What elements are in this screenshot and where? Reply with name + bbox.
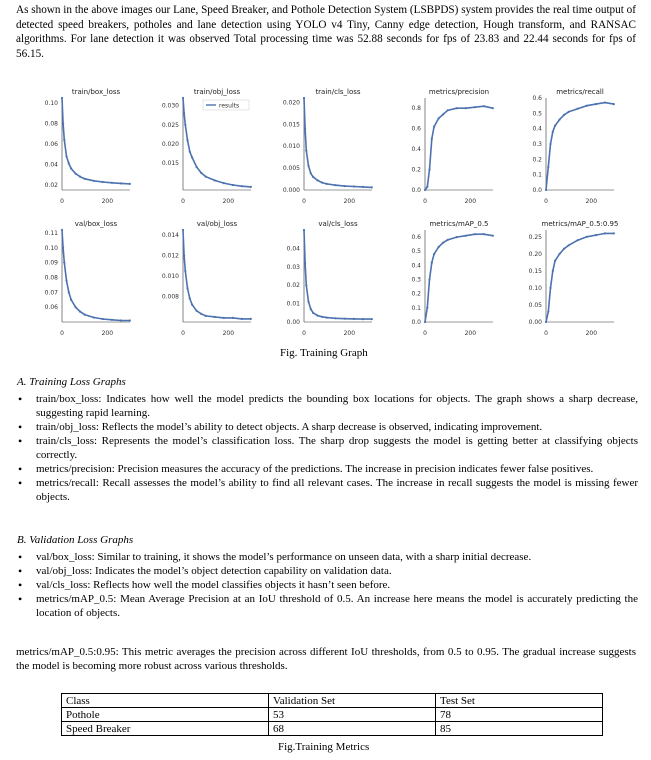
data-point	[191, 304, 193, 306]
data-point	[438, 117, 440, 119]
y-tick-label: 0.06	[44, 141, 58, 148]
table-header-cell: Validation Set	[269, 694, 436, 708]
y-tick-label: 0.020	[282, 99, 300, 107]
list-item: • train/obj_loss: Reflects the model’s ability to detect objects. A sharp decrease is observed, indicating improvement.	[16, 420, 638, 434]
subplot-title: train/cls_loss	[315, 88, 361, 96]
subplot-title: train/box_loss	[71, 88, 121, 96]
data-point	[344, 185, 346, 187]
data-point	[563, 114, 565, 116]
y-tick-label: 0.10	[528, 284, 542, 292]
y-tick-label: 0.3	[411, 276, 421, 284]
data-point	[186, 139, 188, 141]
data-point	[554, 125, 556, 127]
data-point	[438, 246, 440, 248]
list-item: • metrics/recall: Recall assesses the model’s ability to find all relevant cases. The increase in recall suggests the model is missing fewer objects.	[16, 476, 638, 504]
y-tick-label: 0.00	[528, 319, 542, 326]
series-line	[304, 230, 372, 319]
y-tick-label: 0.20	[528, 250, 542, 258]
data-point	[120, 319, 122, 321]
data-point	[492, 235, 494, 237]
subplot-val-obj-loss	[162, 220, 252, 337]
data-point	[483, 105, 485, 107]
data-point	[424, 321, 426, 323]
data-point	[68, 291, 70, 293]
data-point	[303, 229, 305, 231]
table-header-cell: Class	[62, 694, 269, 708]
data-point	[321, 316, 323, 318]
data-point	[317, 179, 319, 181]
data-point	[62, 247, 64, 249]
x-tick-label: 0	[60, 198, 64, 205]
table-header-cell: Test Set	[436, 694, 603, 708]
y-tick-label: 0.8	[411, 105, 421, 113]
y-tick-label: 0.05	[528, 301, 542, 309]
data-point	[184, 270, 186, 272]
data-point	[79, 311, 81, 313]
y-tick-label: 0.020	[161, 141, 179, 148]
y-tick-label: 0.15	[528, 267, 542, 275]
data-point	[613, 103, 615, 105]
y-tick-label: 0.06	[44, 304, 58, 312]
data-point	[232, 184, 234, 186]
data-point	[310, 308, 312, 310]
data-point	[547, 311, 549, 313]
y-tick-label: 0.02	[44, 181, 58, 189]
data-point	[474, 106, 476, 108]
series-line	[62, 98, 130, 184]
x-tick-label: 200	[343, 198, 356, 205]
data-point	[447, 109, 449, 111]
data-point	[250, 318, 252, 320]
data-point	[474, 233, 476, 235]
data-point	[335, 317, 337, 319]
data-point	[307, 301, 309, 303]
data-point	[223, 317, 225, 319]
section-a-heading: A. Training Loss Graphs	[17, 376, 126, 388]
data-point	[196, 310, 198, 312]
data-point	[547, 166, 549, 168]
y-tick-label: 0.04	[286, 245, 300, 253]
y-tick-label: 0.010	[282, 143, 300, 151]
series-line	[304, 98, 372, 187]
x-tick-label: 200	[101, 198, 114, 205]
data-point	[63, 139, 65, 141]
data-point	[447, 239, 449, 241]
x-tick-label: 200	[222, 330, 235, 337]
data-point	[595, 103, 597, 105]
data-point	[305, 150, 307, 152]
y-tick-label: 0.2	[411, 290, 421, 298]
data-point	[184, 124, 186, 126]
data-point	[182, 229, 184, 231]
data-point	[111, 182, 113, 184]
subplot-train-box-loss	[45, 88, 131, 205]
data-point	[433, 126, 435, 128]
x-tick-label: 200	[585, 198, 598, 205]
data-point	[111, 319, 113, 321]
data-point	[559, 118, 561, 120]
x-tick-label: 0	[181, 198, 185, 205]
y-tick-label: 0.08	[44, 274, 58, 282]
data-point	[189, 151, 191, 153]
y-tick-label: 0.4	[411, 146, 421, 154]
y-tick-label: 0.008	[161, 293, 179, 301]
data-point	[545, 321, 547, 323]
data-point	[200, 172, 202, 174]
intro-paragraph: As shown in the above images our Lane, Speed Breaker, and Pothole Detection System (LSBPDS) system provides the real time output of detected speed breakers, potholes and lane detection using YOLO v4 Tiny, Canny edge detection, Hough transform, and RANSAC algorithms. For lane detection it was observed Total processing time was 52.88 seconds for fps of 23.83 and 22.44 seconds for fps of 56.15.	[16, 4, 636, 60]
y-tick-label: 0.11	[44, 229, 58, 237]
data-point	[549, 143, 551, 145]
data-point	[241, 318, 243, 320]
data-point	[442, 113, 444, 115]
y-tick-label: 0.015	[282, 121, 300, 129]
x-tick-label: 200	[343, 330, 356, 337]
data-point	[428, 278, 430, 280]
table-cell: 85	[436, 722, 603, 736]
data-point	[442, 242, 444, 244]
subplot-title: val/cls_loss	[318, 220, 358, 228]
data-point	[129, 183, 131, 185]
table-cell: Speed Breaker	[62, 722, 269, 736]
y-tick-label: 0.2	[411, 166, 421, 174]
y-tick-label: 0.6	[532, 95, 542, 102]
data-point	[604, 232, 606, 234]
data-point	[465, 235, 467, 237]
data-point	[483, 233, 485, 235]
data-point	[214, 179, 216, 181]
data-point	[102, 318, 104, 320]
data-point	[586, 236, 588, 238]
data-point	[426, 186, 428, 188]
x-tick-label: 200	[585, 330, 598, 337]
x-tick-label: 200	[464, 198, 477, 205]
table-cell: 53	[269, 708, 436, 722]
map-paragraph: metrics/mAP_0.5:0.95: This metric averages the precision across different IoU thresholds, from 0.5 to 0.95. The gradual increase suggests the model is becoming more robust across various thresholds.	[16, 646, 636, 672]
x-tick-label: 0	[302, 198, 306, 205]
table-caption: Fig.Training Metrics	[278, 741, 370, 753]
series-line	[183, 98, 251, 187]
x-tick-label: 200	[101, 330, 114, 337]
data-point	[312, 176, 314, 178]
y-tick-label: 0.1	[532, 171, 542, 179]
data-point	[65, 155, 67, 157]
data-point	[183, 255, 185, 257]
data-point	[223, 182, 225, 184]
x-tick-label: 0	[544, 330, 548, 337]
series-line	[425, 106, 493, 190]
data-point	[577, 108, 579, 110]
y-tick-label: 0.005	[282, 165, 300, 173]
series-line	[546, 103, 614, 190]
data-point	[310, 172, 312, 174]
data-point	[563, 248, 565, 250]
data-point	[79, 176, 81, 178]
data-point	[214, 316, 216, 318]
section-a-list	[16, 392, 638, 504]
data-point	[568, 244, 570, 246]
list-item: • metrics/mAP_0.5: Mean Average Precision at an IoU threshold of 0.5. An increase here means the model is accurately predicting the location of objects.	[16, 592, 638, 620]
y-tick-label: 0.015	[161, 160, 179, 168]
list-item: • val/obj_loss: Indicates the model’s object detection capability on validation data.	[16, 564, 638, 578]
legend	[203, 100, 249, 110]
y-tick-label: 0.4	[532, 125, 542, 133]
data-point	[200, 313, 202, 315]
data-point	[568, 111, 570, 113]
series-line	[546, 233, 614, 322]
data-point	[102, 181, 104, 183]
subplot-metrics-map-0-5-0-95	[529, 220, 619, 337]
data-point	[586, 105, 588, 107]
data-point	[232, 317, 234, 319]
data-point	[613, 232, 615, 234]
y-tick-label: 0.3	[532, 141, 542, 148]
y-tick-label: 0.010	[161, 273, 179, 280]
y-tick-label: 0.08	[44, 120, 58, 128]
x-tick-label: 0	[544, 198, 548, 205]
subplot-metrics-map-0-5	[411, 220, 493, 337]
data-point	[186, 287, 188, 289]
data-point	[93, 316, 95, 318]
x-tick-label: 0	[181, 330, 185, 337]
data-point	[317, 315, 319, 317]
data-point	[344, 318, 346, 320]
x-tick-label: 0	[302, 330, 306, 337]
data-point	[552, 270, 554, 272]
data-point	[65, 279, 67, 281]
data-point	[431, 138, 433, 140]
y-tick-label: 0.0	[411, 187, 421, 194]
data-point	[205, 176, 207, 178]
y-tick-label: 0.2	[532, 156, 542, 164]
subplot-val-box-loss	[45, 220, 131, 337]
x-tick-label: 0	[423, 198, 427, 205]
y-tick-label: 0.10	[44, 100, 58, 108]
data-point	[304, 262, 306, 264]
data-point	[304, 128, 306, 130]
table-cell: 68	[269, 722, 436, 736]
y-tick-label: 0.012	[161, 252, 179, 260]
data-point	[492, 107, 494, 109]
data-point	[559, 253, 561, 255]
subplot-metrics-precision	[411, 88, 493, 205]
data-point	[75, 306, 77, 308]
y-tick-label: 0.1	[411, 304, 421, 312]
data-point	[353, 185, 355, 187]
data-point	[604, 102, 606, 104]
data-point	[431, 262, 433, 264]
data-point	[312, 312, 314, 314]
training-graph-grid	[30, 86, 620, 344]
data-point	[250, 186, 252, 188]
subplot-train-obj-loss	[162, 88, 252, 205]
y-tick-label: 0.4	[411, 262, 421, 270]
list-item: • val/box_loss: Similar to training, it shows the model’s performance on unseen data, with a sharp initial decrease.	[16, 550, 638, 564]
data-point	[241, 185, 243, 187]
subplot-title: metrics/recall	[556, 88, 604, 96]
data-point	[84, 178, 86, 180]
data-point	[61, 97, 63, 99]
data-point	[307, 165, 309, 167]
x-tick-label: 200	[464, 330, 477, 337]
data-point	[189, 297, 191, 299]
subplot-train-cls-loss	[283, 88, 373, 205]
table-row	[62, 708, 603, 722]
y-tick-label: 0.00	[286, 319, 300, 326]
training-metrics-table	[61, 693, 603, 736]
y-tick-label: 0.0	[411, 319, 421, 326]
data-point	[595, 234, 597, 236]
y-tick-label: 0.5	[411, 248, 421, 256]
data-point	[321, 182, 323, 184]
data-point	[305, 284, 307, 286]
data-point	[353, 318, 355, 320]
subplot-title: metrics/mAP_0.5:0.95	[541, 220, 619, 228]
data-point	[182, 97, 184, 99]
list-item: • val/cls_loss: Reflects how well the model classifies objects it hasn’t seen before.	[16, 578, 638, 592]
y-tick-label: 0.0	[532, 187, 542, 194]
data-point	[68, 162, 70, 164]
data-point	[545, 189, 547, 191]
data-point	[456, 107, 458, 109]
y-tick-label: 0.03	[286, 263, 300, 271]
series-line	[183, 230, 251, 319]
data-point	[433, 253, 435, 255]
data-point	[371, 186, 373, 188]
data-point	[196, 166, 198, 168]
x-tick-label: 0	[60, 330, 64, 337]
subplot-metrics-recall	[532, 88, 614, 205]
y-tick-label: 0.09	[44, 259, 58, 267]
data-point	[428, 169, 430, 171]
data-point	[63, 262, 65, 264]
data-point	[70, 167, 72, 169]
y-tick-label: 0.5	[532, 110, 542, 118]
subplot-title: val/box_loss	[74, 220, 118, 228]
y-tick-label: 0.10	[44, 244, 58, 252]
list-item: • train/cls_loss: Represents the model’s classification loss. The sharp drop suggests the model is getting better at classifying objects correctly.	[16, 434, 638, 462]
figure-caption: Fig. Training Graph	[280, 347, 368, 359]
y-tick-label: 0.030	[161, 102, 179, 110]
subplot-title: metrics/precision	[428, 88, 490, 96]
series-line	[425, 234, 493, 322]
y-tick-label: 0.6	[411, 125, 421, 133]
subplot-val-cls-loss	[287, 220, 373, 337]
data-point	[129, 319, 131, 321]
data-point	[554, 260, 556, 262]
data-point	[205, 315, 207, 317]
section-b-list	[16, 550, 638, 620]
subplot-title: metrics/mAP_0.5	[429, 220, 489, 228]
data-point	[75, 173, 77, 175]
y-tick-label: 0.04	[44, 161, 58, 169]
list-item: • train/box_loss: Indicates how well the model predicts the bounding box locations for objects. The graph shows a sharp decrease, suggesting rapid learning.	[16, 392, 638, 420]
data-point	[552, 131, 554, 133]
data-point	[326, 183, 328, 185]
data-point	[424, 189, 426, 191]
data-point	[120, 182, 122, 184]
y-tick-label: 0.07	[44, 289, 58, 297]
data-point	[465, 107, 467, 109]
y-tick-label: 0.014	[161, 232, 179, 240]
table-cell: Pothole	[62, 708, 269, 722]
data-point	[426, 307, 428, 309]
data-point	[326, 317, 328, 319]
x-tick-label: 200	[222, 198, 235, 205]
section-b-heading: B. Validation Loss Graphs	[17, 534, 134, 546]
table-cell: 78	[436, 708, 603, 722]
table-header-row	[62, 694, 603, 708]
data-point	[62, 123, 64, 125]
data-point	[61, 229, 63, 231]
y-tick-label: 0.02	[286, 282, 300, 290]
data-point	[577, 239, 579, 241]
data-point	[456, 236, 458, 238]
y-tick-label: 0.01	[286, 300, 300, 308]
subplot-title: train/obj_loss	[193, 88, 241, 96]
data-point	[191, 156, 193, 158]
list-item: • metrics/precision: Precision measures the accuracy of the predictions. The increase in precision indicates fewer false positives.	[16, 462, 638, 476]
data-point	[371, 318, 373, 320]
y-tick-label: 0.000	[282, 187, 300, 194]
data-point	[70, 299, 72, 301]
data-point	[93, 180, 95, 182]
data-point	[335, 184, 337, 186]
x-tick-label: 0	[423, 330, 427, 337]
data-point	[303, 97, 305, 99]
y-tick-label: 0.6	[411, 234, 421, 242]
y-tick-label: 0.025	[161, 121, 179, 129]
data-point	[549, 287, 551, 289]
y-tick-label: 0.25	[528, 233, 542, 241]
legend-label: results	[219, 102, 240, 110]
series-line	[62, 230, 130, 321]
data-point	[183, 112, 185, 114]
data-point	[362, 318, 364, 320]
data-point	[84, 314, 86, 316]
data-point	[362, 186, 364, 188]
training-graph-figure	[30, 86, 620, 344]
table-row	[62, 722, 603, 736]
subplot-title: val/obj_loss	[196, 220, 238, 228]
